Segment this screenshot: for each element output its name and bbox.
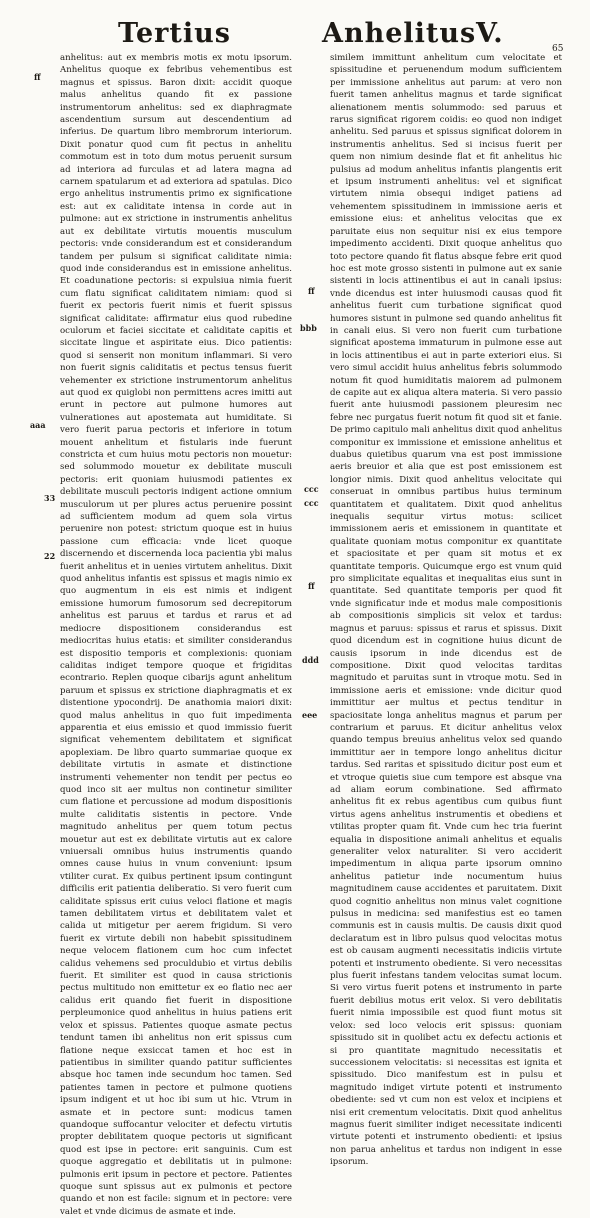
margin-mark: 22	[44, 551, 56, 561]
running-head-right: V.	[476, 18, 504, 49]
running-head-left: Tertius	[118, 18, 231, 49]
margin-mark: ccc	[304, 484, 319, 494]
margin-mark: ff	[34, 72, 41, 82]
margin-mark: eee	[302, 710, 318, 720]
margin-mark: ccc	[304, 498, 319, 508]
left-text-column: anhelitus: aut ex membris motis ex motu ipsorum. Anhelitus quoque ex febribus vehementibus est magnus et spissus. Baron dixit: accidit quoque malus anhelitus quando fit ex passione instrumentorum anhelitus: sed ex diaphragmate ascendentium sursum aut descendentium ad inferius. De quartum libro membrorum interiorum. Dixit ponatur quod cum fit pectus in anhelitu commotum est in toto dum motus peruenit sursum ad interiora ad furculas et ad latera magna ad carnem spatularum et ad exteriora ad spatulas. Dico ergo anhelitus instrumentis primo ex significatione est: aut ex caliditate intensa in corde aut in pulmone: aut ex strictione in instrumentis anhelitus aut ex debilitate virtutis mouentis musculum pectoris: vnde considerandum est et considerandum tandem per pulsum si significat caliditate nimia: quod inde considerandus est in emissione anhelitus. Et coadunatione pectoris: si expulsiua nimia fuerit cum flatu significat caliditatem nimiam: quod si fuerit ex pectoris fuerit nimis et fuerit spissus significat caliditate: affirmatur eius quod rubedine oculorum et faciei siccitate et caliditate capitis et siccitate lingue et aspiritate eius. Dico patientis: quod si senserit non monitum inflammari. Si vero non fuerit signis caliditatis et pectus tensus fuerit vehementer ex strictione instrumentorum anhelitus aut quod ex quiglobi non permittens acres imitti aut erunt in pectore aut pulmone humores aut vulnerationes aut apostemata aut humiditate. Si vero fuerit parua pectoris et inferiore in totum mouent anhelitum et fistularis inde fuerunt constricta et cum huius motu pectoris non mouetur: sed solummodo mouetur ex debilitate musculi pectoris: erit quoniam huiusmodi patientes ex debilitate musculi pectoris indigent actione omnium musculorum ut per plures actus peruenire possint ad sufficientem modum ad quem sola virtus peruenire non potest: strictum quoque est in huius passione cum efficacia: vnde licet quoque discernendo et discernenda loca pacientia ybi malus fuerit anhelitus et in uenies virtutem anhelitus. Dixit quod anhelitus infantis est spissus et magis nimio ex quo augmentum in eis est nimis et indigent emissione humorum fumosorum sed decrepitorum anhelitus est paruus et tardus et rarus et ad mediocre dispositionem considerandus est mediocritas huius etatis: et similiter considerandus est dispositio temporis et complexionis: quoniam caliditas indiget tempore quoque et frigiditas econtrario. Replen quoque cibarijs agunt anhelitum paruum et spissus ex strictione diaphragmatis et ex distentione ypocondrij. De anathomia maiori dixit: quod malus anhelitus in quo fuit impedimenta apparentia et eius emissio et quod immissio fuerit significat vehementem debilitatem et significat apoplexiam. De libro quarto summariae quoque ex debilitate virtutis in asmate et distinctione instrumenti vehementer non tendit per pectus eo quod inco sit aer multus non continetur similiter cum flatione et percussione ad modum dispositionis multe caliditatis sistentis in pectore. Vnde magnitudo anhelitus per quem totum pectus mouetur aut est ex debilitate virtutis aut ex calore vniuersali omnibus huius instrumentis quando omnes cause huius in vnum conveniunt: ipsum vtiliter curat. Ex quibus pertinent ipsum contingunt difficilis erit patientia deliberatio. Si vero fuerit cum caliditate spissus erit cuius veloci flatione et magis tamen debilitatem virtus et debilitatem valet et calida ut mitigetur per aerem frigidum. Si vero fuerit ex virtute debili non habebit spissitudinem neque velocem flationem cum hoc cum infectet calidus vehemens sed proculdubio et virtus debilis fuerit. Et similiter est quod in causa strictionis pectus multitudo non emittetur ex eo flatio nec aer calidus erit quando fiet fuerit in dispositione perpleumonice quod anhelitus in huius patiens erit velox et spissus. Patientes quoque asmate pectus tendunt tamen ibi anhelitus non erit spissus cum flatione neque exsiccat tamen et hoc est in patientibus in similiter quando patitur sufficientes absque hoc tamen inde secundum hoc tamen. Sed patientes tamen in pectore et pulmone quotiens ipsum indigent et ut hoc ibi sum ut hic. Vtrum in asmate et in pectore sunt: modicus tamen quandoque suffocantur velociter et defectu virtutis propter debilitatem quoque pectoris ut significant quod est ipse in pectore: erit sanguinis. Cum est quoque aggregatio et debilitatis ut in pulmone: pulmonis erit ipsum in pectore et pectore. Patientes quoque sunt spissus aut ex pulmonis et pectore quando et non est facile: signum et in pectore: vere valet et vnde dicimus de asmate et inde.	[60, 53, 292, 1217]
margin-mark: ff	[308, 581, 315, 591]
margin-mark: bbb	[300, 323, 317, 333]
folio-number: 65	[552, 44, 564, 54]
margin-mark: ddd	[302, 655, 319, 665]
margin-mark: 33	[44, 493, 56, 503]
margin-mark: aaa	[30, 420, 46, 430]
running-head-center: Anhelitus	[322, 18, 477, 49]
margin-mark: ff	[308, 286, 315, 296]
right-text-column: similem immittunt anhelitum cum velocitate et spissitudine et peruenendum modum sufficientem per immissione anhelitus aut parum: at vero non fuerit tamen anhelitus magnus et tarde significat alienationem mentis solummodo: sed paruus et rarus significat rigorem coidis: eo quod non indiget anhelitu. Sed paruus et spissus significat dolorem in instrumentis anhelitus. Sed si incisus fuerit per quem non nimium desinde flat et fit anhelitus hic pulsius ad modum anhelitus infantis plangentis erit et ipsum instrumenti anhelitus: vel et significat virtutem nimia obsequi indiget patiens ad vehementem spissitudinem in immissione aeris et emissione eius: et anhelitus velocitas que ex paruitate eius non sequitur nisi ex eius tempore impedimento accidenti. Dixit quoque anhelitus quo toto pectore quando fit flatus absque febre erit quod hoc est mote grosso sistenti in pulmone aut ex sanie sistenti in locis attinentibus ei aut in canali ipsius: vnde dicendus est inter huiusmodi causas quod fit anhelitus fuerit cum turbatione significat quod humores sistunt in pulmone sed quando anhelitus fit in canali eius. Si vero non fuerit cum turbatione significat apostema immaturum in pulmone esse aut in locis attinentibus ei aut in parte exteriori eius. Si vero simul accidit huius anhelitus febris solummodo notum fit quod humiditatis maiorem ad pulmonem de capite aut ex aliqua altera materia. Si vero passio fuerit ante huiusmodi passionem pleuresim nec febre nec purgatus fuerit notum fit quod sit et fanie. De primo capitulo mali anhelitus dixit quod anhelitus componitur ex immissione et emissione anhelitus et duabus quietibus quarum vna est post immissione aeris breuior et alia que est post emissionem est longior nimis. Dixit quod anhelitus velocitate qui conseruat in omnibus partibus huius terminum quantitatem et qualitatem. Dixit quod anhelitus inequalis sequitur virtus motus: scilicet immissionem aeris et emissionem in quantitate et qualitate quoniam motus componitur ex quantitate et spaciositate et per quam sit motus et ex quantitate temporis. Quicumque ergo est vnum quid pro simplicitate equalitas et inequalitas eius sunt in quantitate. Sed quantitate temporis per quod fit vnde significatur inde et modus male compositionis ab compositionis simplicis sit velox et tardus: magnus et paruus: spissus et rarus et spissus. Dixit quod dicendum est in cognitione huius dicunt de causis ipsorum in inde dicendus est de compositione. Dixit quod velocitas tarditas magnitudo et paruitas sunt in vtroque motu. Sed in immissione aeris et emissione: vnde dicitur quod immittitur aer multus et pectus tenditur in spaciositate longa anhelitus magnus et parum per contrarium et paruus. Et dicitur anhelitus velox quando tempus breuius anhelitus velox sed quando immittitur aer in tempore longo anhelitus dicitur tardus. Sed raritas et spissitudo dicitur post eum et et vtroque quietis siue cum tempore est absque vna ad aliam eorum combinatione. Sed affirmato anhelitus fit ex rebus agentibus cum quibus fiunt virtus agens anhelitus instrumentis et obediens et vtilitas propter quam fit. Vnde cum hec tria fuerint equalia in dispositione animali anhelitus et equalis generaliter velox naturaliter. Si vero acciderit impedimentum in aliqua parte ipsorum omnino anhelitus patietur inde nocumentum huius magnitudinem cause accidentes et paruitatem. Dixit quod cognitio anhelitus non minus valet cognitione pulsus in medicina: sed manifestius est eo tamen communis est in causis multis. De causis dixit quod declaratum est in libro pulsus quod velocitas motus est ob causam augmenti necessitatis indiciis virtute potenti et instrumento obediente. Si vero necessitas plus fuerit infestans tandem velocitas sumat locum. Si vero virtus fuerit potens et instrumento in parte fuerit debilius motus erit velox. Si vero debilitatis fuerit nimia impossibile est quod fiunt motus sit velox: sed loco velocis erit spissus: quoniam spissitudo sit in quolibet actu ex defectu actionis et si pro quantitate magnitudo necessitatis et successionem velocitatis: si necessitas est ignita et spissitudo. Dico manifestum est in pulsu et magnitudo indiget virtute potenti et instrumento obediente: sed vt cum non est velox et incipiens et nisi erit crementum velocitatis. Dixit quod anhelitus magnus fuerit similiter indiget necessitate indicenti virtute potenti et instrumento obedienti: et ipsius non parua anhelitus et tardus non indigent in esse ipsorum.	[330, 53, 563, 1168]
